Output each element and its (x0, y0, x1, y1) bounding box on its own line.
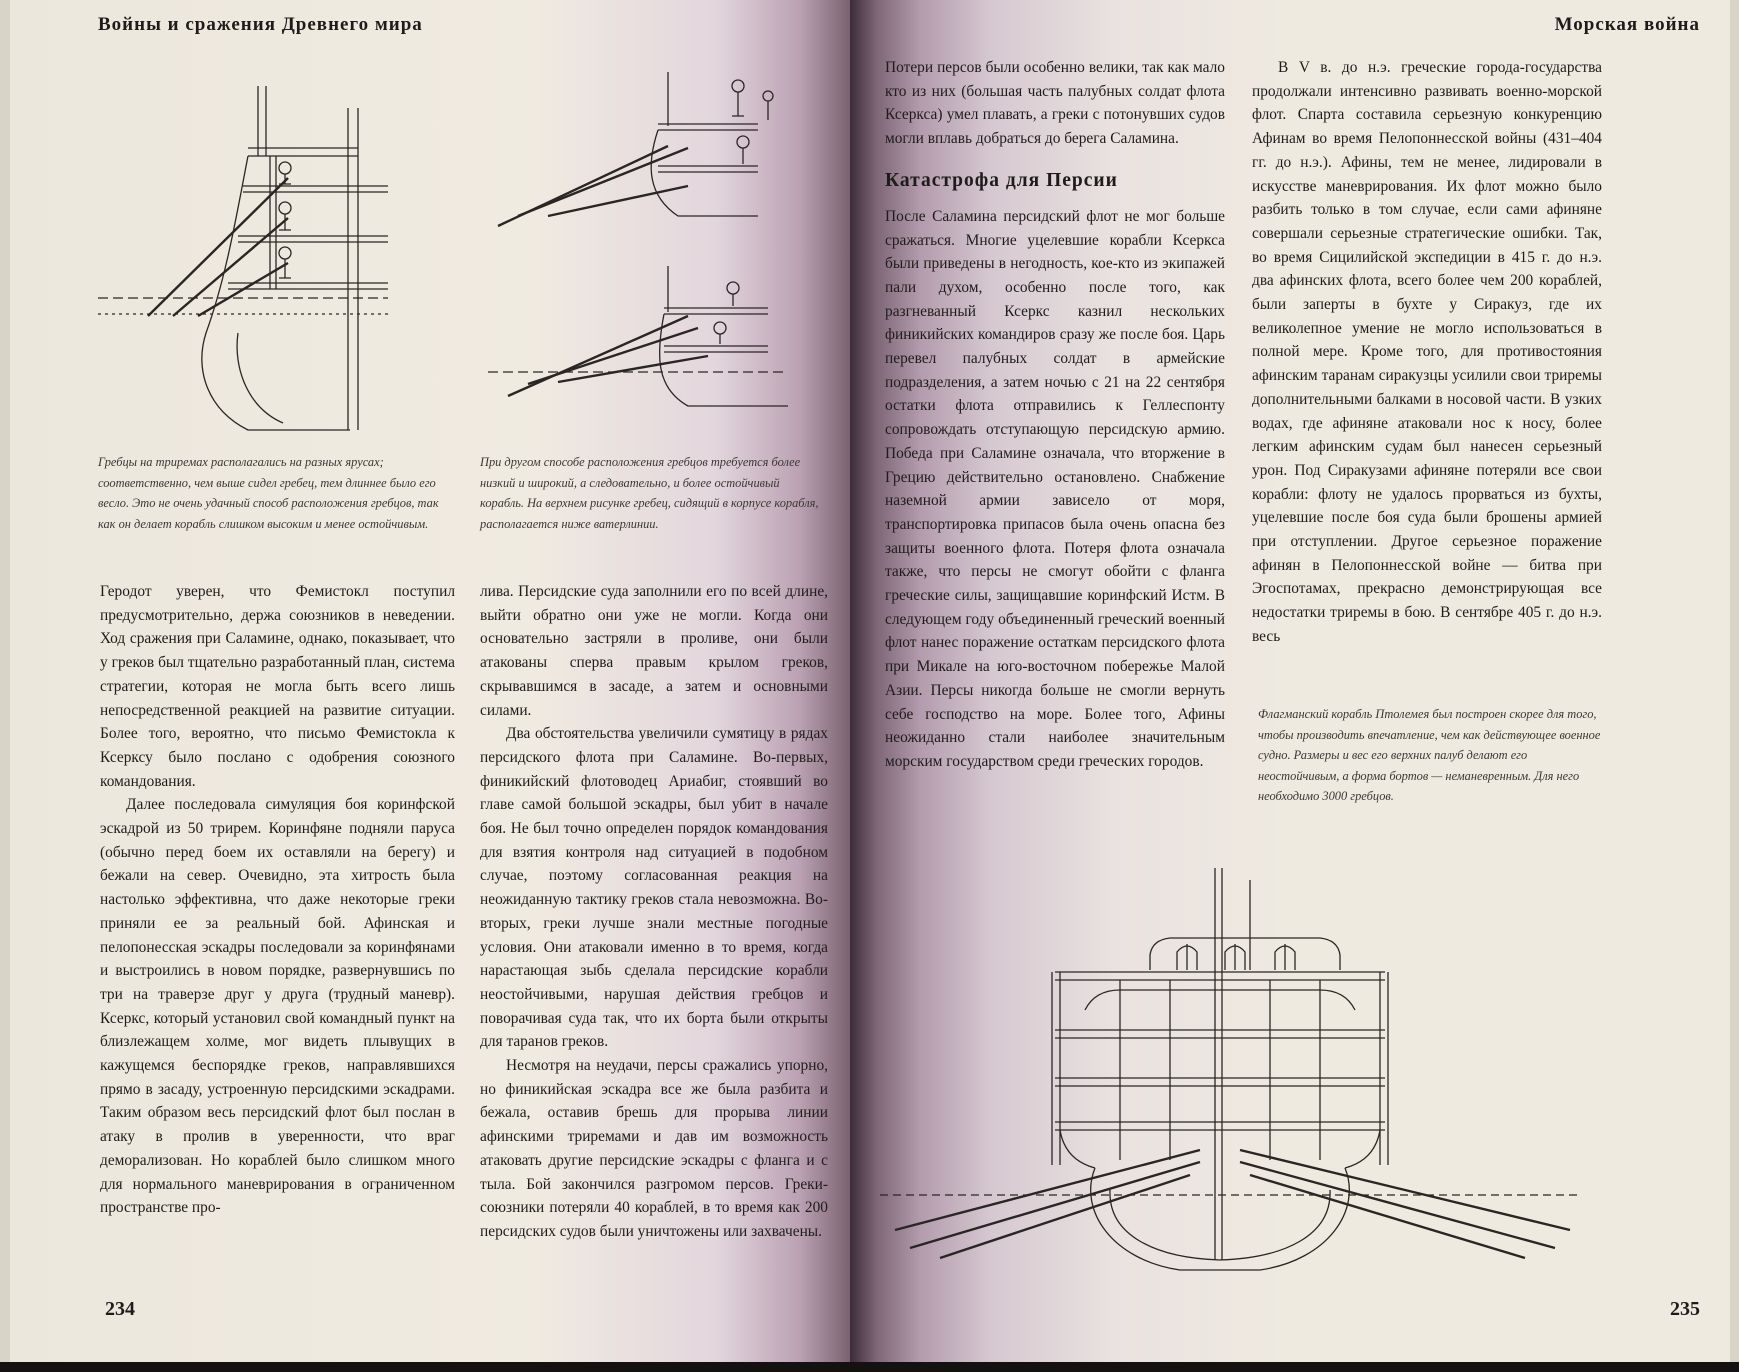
figure-caption-low-hull: При другом способе расположения гребцов требуется более низкий и широкий, а следовательно, и более остойчивый корабль. На верхнем рисунке гребец, сидящий в корпусе корабля, располагается ниже ватерлинии. (480, 455, 819, 531)
left-page (10, 0, 850, 1362)
paragraph: Несмотря на неудачи, персы сражались упорно, но финикийская эскадра все же была разбита и бежала, оставив брешь для прорыва линии афинскими триремами и дав им возможность атаковать другие персидские эскадры с фланга и с тыла. Бой закончился разгромом персов. Греки-союзники потеряли 40 кораблей, в то время как 200 персидских судов были уничтожены или захвачены. (480, 1057, 828, 1240)
text-column-2-right (1252, 56, 1602, 649)
page-bottom-edge (0, 1362, 1739, 1372)
paragraph: Два обстоятельства увеличили сумятицу в рядах персидского флота при Саламине. Во-первых, финикийский флотоводец Ариабиг, стоявший во главе самой большой эскадры, был убит в начале боя. Не был точно определен порядок командования для взятия контроля над ситуацией в подобном случае, поэтому согласованная реакция на неожиданную тактику греков стала невозможна. Во-вторых, греки лучше знали местные погодные условия. Они атаковали именно в то время, когда нарастающая зыбь сделала персидские корабли неостойчивыми, нарушая действия гребцов и поворачивая суда так, что их борта были открыты для таранов греков. (480, 725, 828, 1051)
text-column-1-left (100, 580, 455, 1220)
section-heading: Катастрофа для Персии (885, 169, 1118, 191)
running-head-right: Морская война (1554, 14, 1700, 35)
page-number-right: 235 (1670, 1298, 1700, 1320)
text-column-2-left (480, 580, 828, 1244)
figure-caption-stacked-rowers: Гребцы на триремах располагались на разных ярусах; соответственно, чем выше сидел гребец, тем длиннее было его весло. Это не очень удачный способ расположения гребцов, так как он делает корабль слишком высоким и менее остойчивым. (98, 455, 439, 531)
trireme-cross-section-stacked-rowers (98, 78, 430, 440)
paragraph: В V в. до н.э. греческие города-государства продолжали интенсивно развивать военно-морской флот. Спарта составила серьезную конкуренцию Афинам во время Пелопоннесской войны (431–404 гг. до н.э.). Афины, тем не менее, лидировали в искусстве маневрирования. Их флот можно было разбить только в том случае, если сами афиняне совершали серьезные стратегические ошибки. Так, во время Сицилийской экспедиции в 415 г. до н.э. два афинских флота, всего более чем 200 кораблей, были заперты в бухте у Сиракуз, где их великолепное умение не могло использоваться в полной мере. Кроме того, для противостояния афинским таранам сиракузцы усилили свои триремы дополнительными балками в носовой части. В узких водах, где афиняне атаковали нос к носу, более легким афинским судам был нанесен серьезный урон. Под Сиракузами афиняне потеряли все свои корабли: флоту не удалось прорваться из бухты, уцелевшие после боя суда были брошены армией при отступлении. Другое серьезное поражение афинян в Пелопоннесской войне — битва при Эгоспотамах, прекрасно демонстрирующая все недостатки триремы в бою. В сентябре 405 г. до н.э. весь (1252, 59, 1602, 645)
paragraph: Геродот уверен, что Фемистокл поступил предусмотрительно, держа союзников в неведении. Ход сражения при Саламине, однако, показывает, что у греков был тщательно разработанный план, система стратегии, которая не могла быть всего лишь непосредственной реакцией на развитие ситуации. Более того, вероятно, что письмо Фемистокла к Ксерксу было послано с одобрения союзного командования. (100, 583, 455, 790)
paragraph: Далее последовала симуляция боя коринфской эскадрой из 50 трирем. Коринфяне подняли паруса (обычно перед боем их оставляли на берегу) и бежали на север. Очевидно, эта хитрость была настолько эффективна, что даже некоторые греки приняли ее за реальный бой. Афинская и пелопонесская эскадры последовали за коринфянами и выстроились в новом порядке, развернувшись по три на траверзе друг у друга (трудный маневр). Ксеркс, который установил свой командный пункт на близлежащем холме, мог видеть плывущих в кажущемся беспорядке греков, направлявшихся прямо в засаду, устроенную персидскими эскадрами. Таким образом весь персидский флот был послан в атаку в пролив в уверенности, что враг деморализован. Но кораблей было слишком много для нормального маневрирования в ограниченном пространстве про- (100, 796, 455, 1217)
figure-caption-flagship: Флагманский корабль Птолемея был построен скорее для того, чтобы производить впечатление, чем как действующее военное судно. Размеры и вес его верхних палуб делают его неостойчивым, а форма бортов — неманевренным. Для него необходимо 3000 гребцов. (1258, 707, 1601, 803)
text-column-1-right (885, 56, 1225, 774)
right-page (850, 0, 1730, 1362)
ptolemy-flagship-cross-section (880, 860, 1580, 1280)
paragraph: Потери персов были особенно велики, так как мало кто из них (большая часть палубных солдат флота Ксеркса) умел плавать, а греки с потонувших судов могли вплавь добраться до берега Саламина. (885, 59, 1225, 148)
trireme-cross-section-low-hull (488, 66, 828, 446)
running-head-left: Войны и сражения Древнего мира (98, 14, 423, 35)
paragraph: лива. Персидские суда заполнили его по всей длине, выйти обратно они уже не могли. Когда они основательно застряли в проливе, они были атакованы сперва правым крылом греков, скрывавшимся в засаде, а затем и основными силами. (480, 583, 828, 719)
paragraph: После Саламина персидский флот не мог больше сражаться. Многие уцелевшие корабли Ксеркса были приведены в негодность, кое-кто из экипажей пали духом, особенно после того, как разгневанный Ксеркс казнил нескольких финикийских командиров сразу же после боя. Царь перевел палубных солдат в армейские подразделения, а затем ночью с 21 на 22 сентября остатки флота отправились к Геллеспонту сопровождать отступающую персидскую армию. Победа при Саламине означала, что вторжение в Грецию действительно остановлено. Снабжение наземной армии зависело от моря, транспортировка припасов была очень опасна без защиты военного флота. Потеря флота означала также, что персы не смогут обойти с фланга греческие силы, защищавшие коринфский Истм. В следующем году объединенный греческий военный флот нанес поражение остаткам персидского флота при Микале на юго-восточном побережье Малой Азии. Персы никогда больше не смогли вернуть себе господство на море. Более того, Афины неожиданно стали наиболее значительным морским государством среди греческих городов. (885, 207, 1225, 770)
page-number-left: 234 (105, 1298, 135, 1320)
